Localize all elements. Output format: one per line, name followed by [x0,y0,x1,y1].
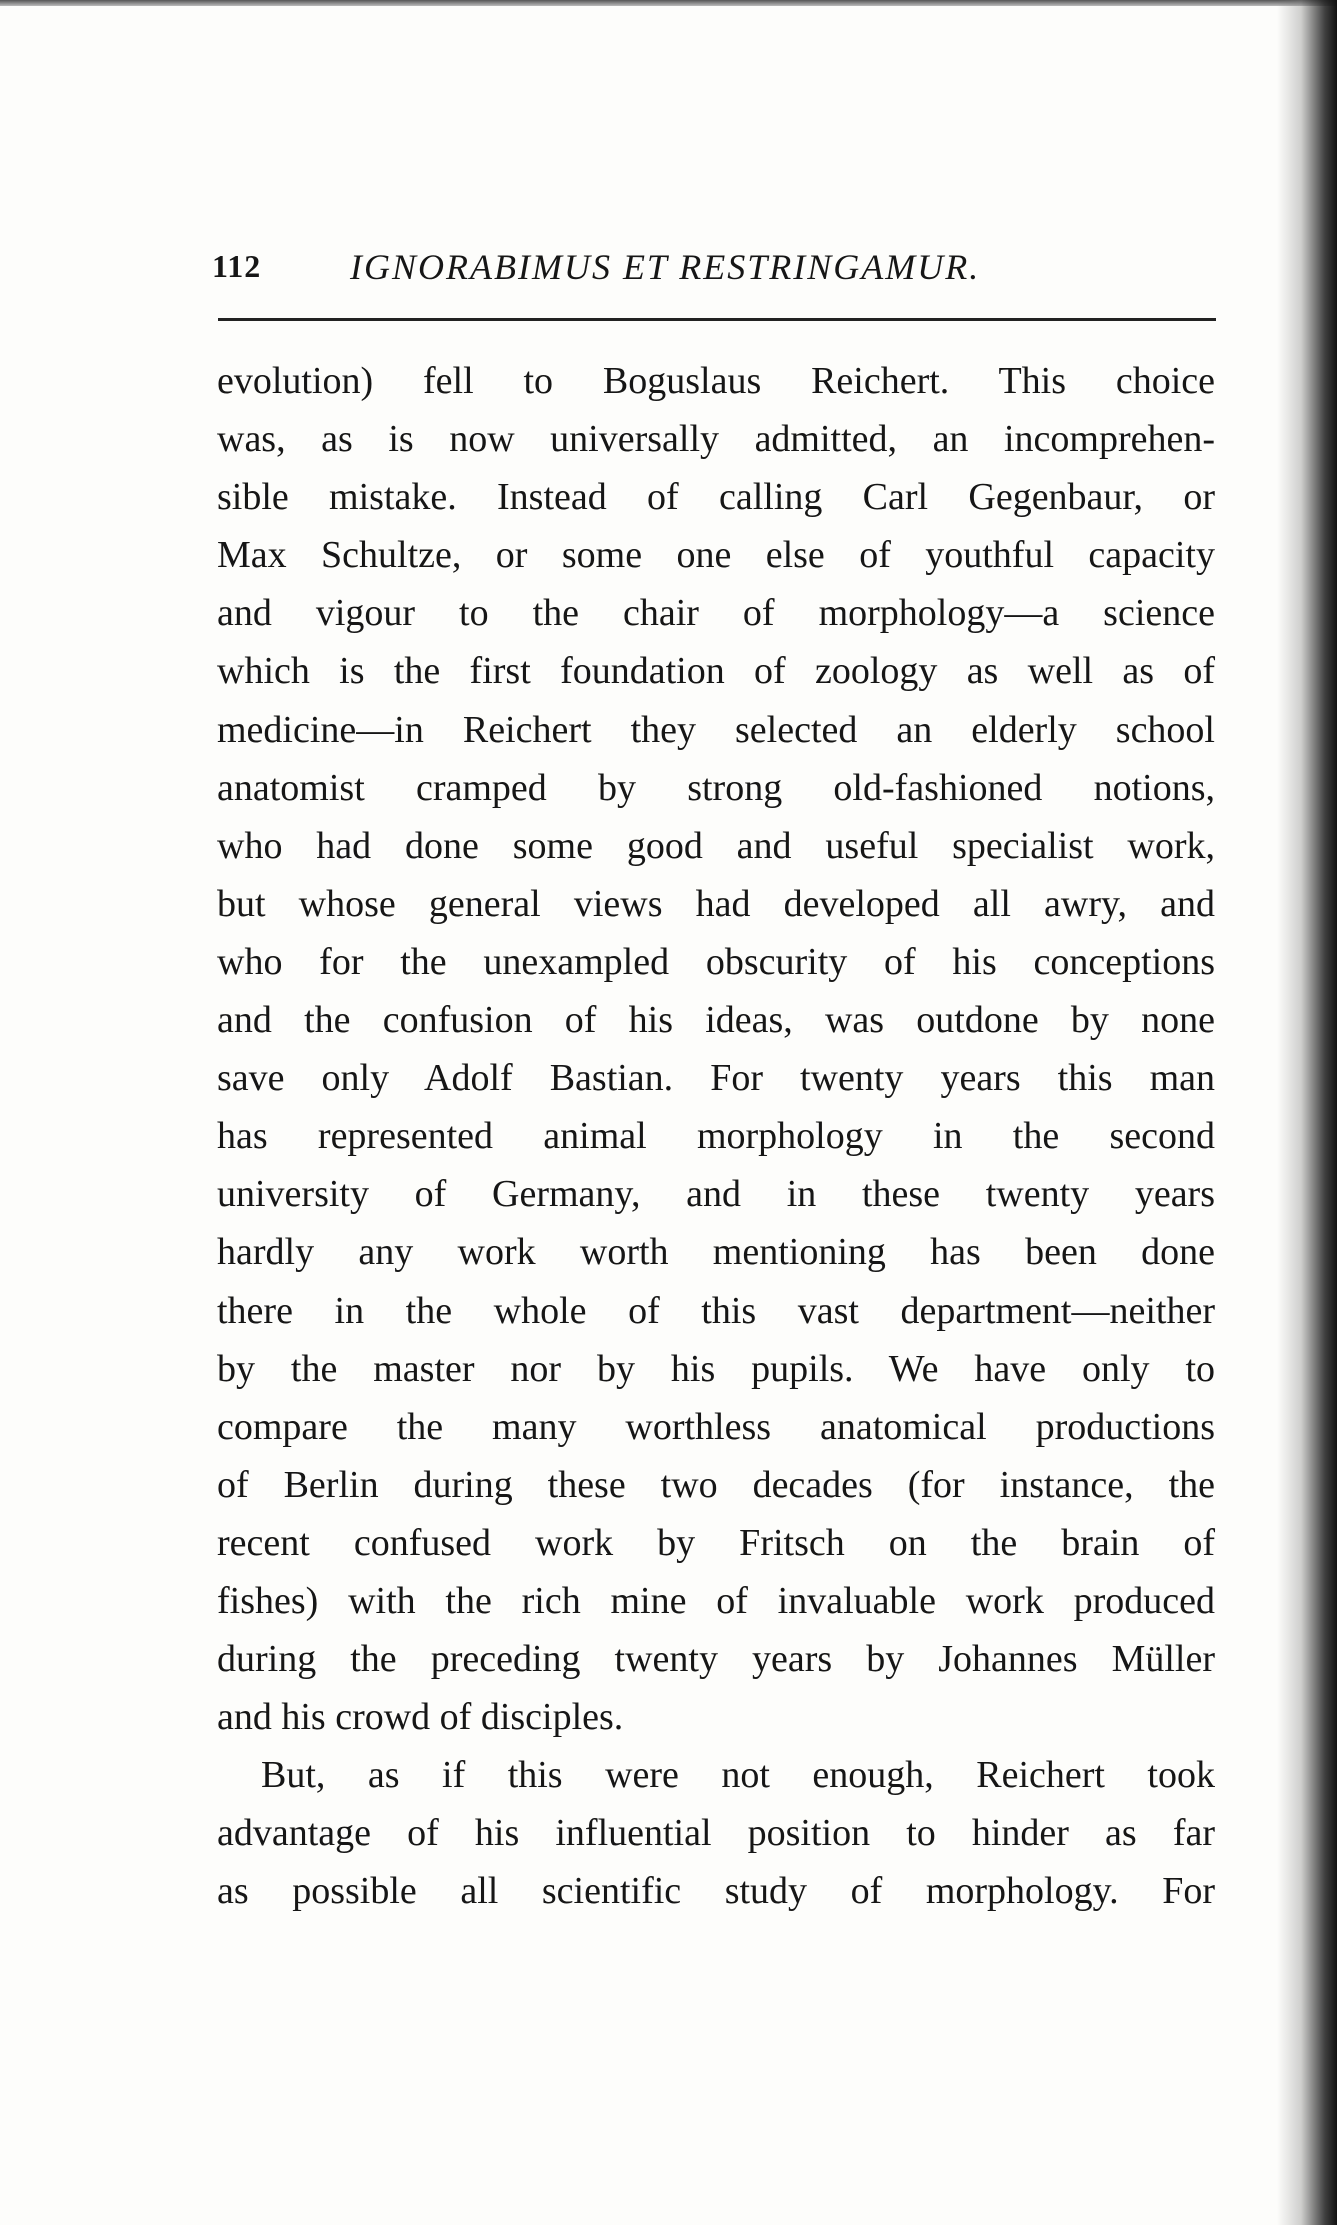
text-line: during the preceding twenty years by Johannes Müller [217,1638,1215,1681]
text-line: sible mistake. Instead of calling Carl Gegenbaur, or [217,476,1215,519]
text-line: But, as if this were not enough, Reichert took [261,1754,1215,1797]
text-line: university of Germany, and in these twenty years [217,1173,1215,1216]
text-line: of Berlin during these two decades (for instance, the [217,1463,1215,1506]
text-line: by the master nor by his pupils. We have only to [217,1347,1215,1390]
text-line: which is the first foundation of zoology as well as of [217,650,1215,693]
text-line: hardly any work worth mentioning has been done [217,1231,1215,1274]
text-line: as possible all scientific study of morphology. For [217,1870,1215,1913]
text-line: evolution) fell to Boguslaus Reichert. This choice [217,360,1215,402]
page-number: 112 [212,248,262,284]
text-line: has represented animal morphology in the second [217,1115,1215,1158]
text-line: anatomist cramped by strong old-fashioned notions, [217,766,1215,809]
text-line: advantage of his influential position to hinder as far [217,1812,1215,1855]
text-line: was, as is now universally admitted, an incomprehen- [217,418,1215,461]
text-line: who for the unexampled obscurity of his conceptions [217,940,1215,983]
text-line: and his crowd of disciples. [217,1696,624,1739]
text-line: and vigour to the chair of morphology—a science [217,592,1215,635]
text-line: but whose general views had developed all awry, and [217,882,1215,925]
page-top-edge [0,0,1337,6]
header-rule [218,318,1216,321]
body-text [217,352,1215,1921]
text-line: recent confused work by Fritsch on the brain of [217,1521,1215,1564]
text-line: there in the whole of this vast department—neither [217,1289,1215,1332]
text-line: save only Adolf Bastian. For twenty years this man [217,1057,1215,1100]
text-line: who had done some good and useful specialist work, [217,824,1215,867]
text-line: and the confusion of his ideas, was outdone by none [217,999,1215,1042]
paragraph-2 [217,1746,1215,1920]
running-title: IGNORABIMUS ET RESTRINGAMUR. [350,247,981,287]
text-line: Max Schultze, or some one else of youthful capacity [217,534,1215,577]
text-line: compare the many worthless anatomical productions [217,1405,1215,1448]
paragraph-1 [217,352,1215,1746]
text-line: fishes) with the rich mine of invaluable work produced [217,1579,1215,1622]
text-line: medicine—in Reichert they selected an elderly school [217,708,1215,751]
page-edge-shadow [1277,0,1337,2225]
